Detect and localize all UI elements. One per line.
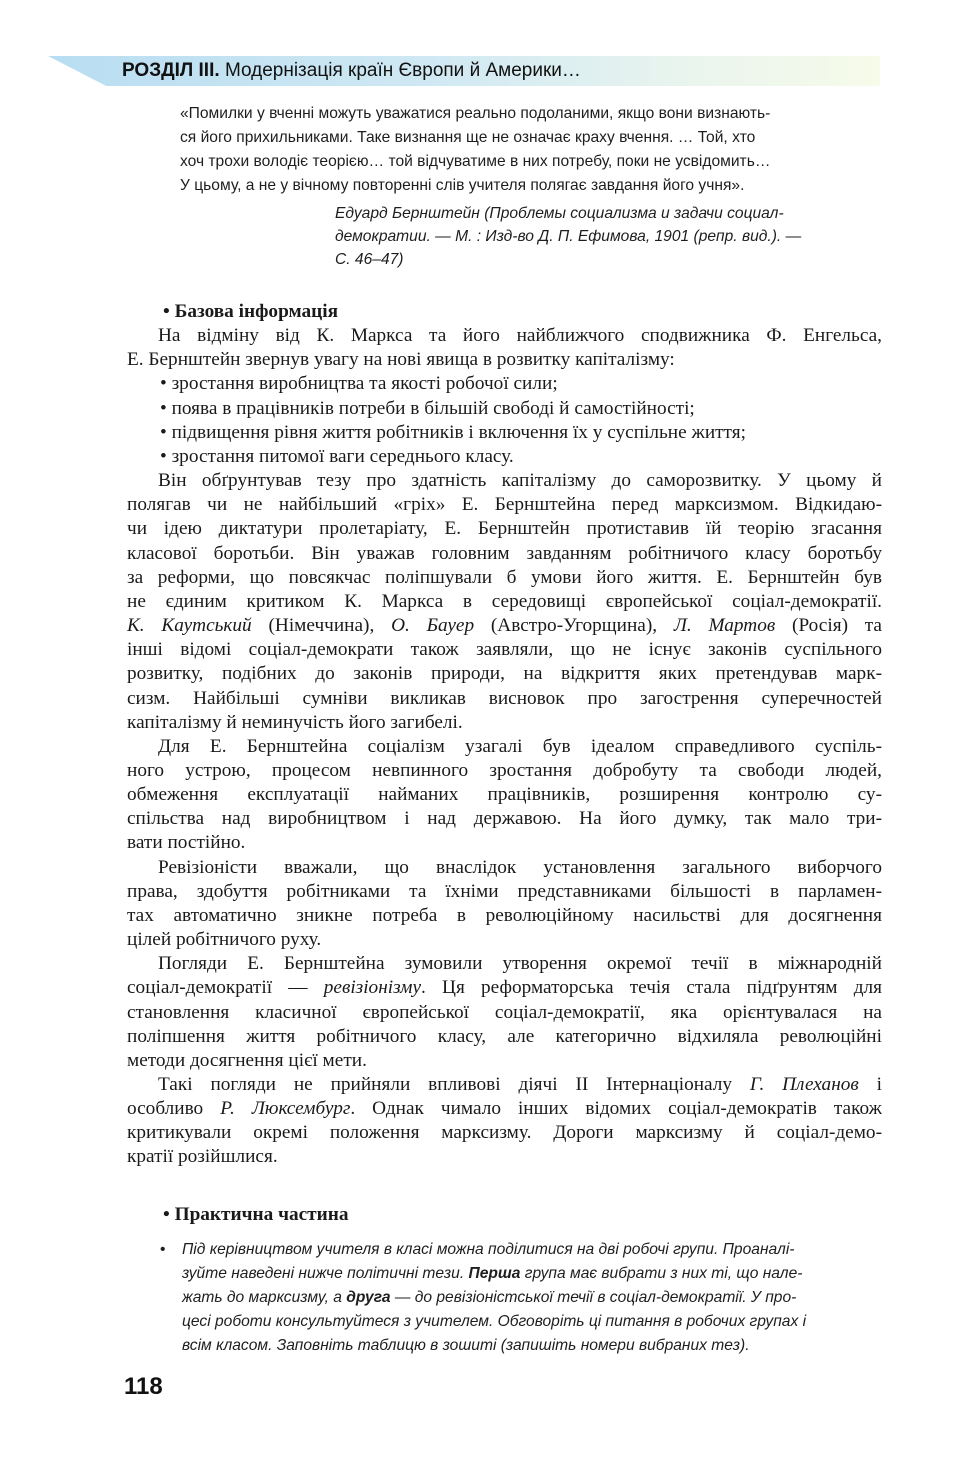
paragraph-line: класової боротьби. Він уважав головним завданням робітничого класу боротьбу xyxy=(127,542,882,564)
paragraph-line: сизм. Найбільші сумніви викликав висновок про загострення суперечностей xyxy=(127,687,882,709)
list-item: • поява в працівників потреби в більшій свободі й самостійності; xyxy=(160,397,695,419)
text-run: — до ревізіоністської течії в соціал-демократії. У про- xyxy=(390,1289,797,1306)
practical-task xyxy=(160,1238,882,1358)
practical-heading: • Практична частина xyxy=(163,1204,349,1225)
text-run: жать до марксизму, а xyxy=(182,1289,347,1306)
section-header xyxy=(122,58,581,84)
epigraph-quote xyxy=(180,102,880,198)
person-name: Р. Люксембург xyxy=(220,1098,351,1120)
term-revisionism: ревізіонізму xyxy=(323,977,422,999)
text-run: (Німеччина), xyxy=(251,615,392,637)
quote-attribution xyxy=(335,202,880,271)
quote-line: «Помилки у вченні можуть уважатися реально подоланими, якщо вони визнають- xyxy=(180,105,771,122)
paragraph-line: кратії розійшлися. xyxy=(127,1146,278,1168)
attribution-line: демократии. — М. : Изд-во Д. П. Ефимова, 1901 (репр. вид.). — xyxy=(335,228,802,245)
text-run: . Однак чимало інших відомих соціал-демократів також xyxy=(350,1098,882,1120)
paragraph-line: інші відомі соціал-демократи також заявляли, що не існує законів суспільного xyxy=(127,639,882,661)
paragraph-line: полягав чи не найбільший «гріх» Е. Бернштейна перед марксизмом. Відкидаю- xyxy=(127,494,882,516)
paragraph-line xyxy=(127,1097,882,1121)
section-label: РОЗДІЛ III. xyxy=(122,60,220,81)
list-item: • зростання виробництва та якості робочої сили; xyxy=(160,373,558,395)
person-name: Л. Мартов xyxy=(673,615,776,637)
attribution-line: С. 46–47) xyxy=(335,251,404,268)
paragraph-line: обмеження експлуатації найманих працівників, розширення контролю су- xyxy=(127,784,882,806)
paragraph-line: Він обґрунтував тезу про здатність капіталізму до саморозвитку. У цьому й xyxy=(158,470,882,492)
list-item: • зростання питомої ваги середнього класу. xyxy=(160,445,514,467)
task-line: цесі роботи консультуйтеся з учителем. Обговоріть ці питання в робочих групах і xyxy=(182,1313,807,1330)
paragraph-line: Для Е. Бернштейна соціалізм узагалі був ідеалом справедливого суспіль- xyxy=(158,735,882,757)
task-line: Під керівництвом учителя в класі можна поділитися на дві робочі групи. Проаналі- xyxy=(182,1241,795,1258)
group-one-label: Перша xyxy=(468,1265,521,1282)
quote-line: ся його прихильниками. Таке визнання ще не означає краху вчення. … Той, хто xyxy=(180,129,756,146)
list-item: • підвищення рівня життя робітників і включення їх у суспільне життя; xyxy=(160,421,746,443)
paragraph-line: спільства над виробництвом і над державою. На його думку, так мало три- xyxy=(127,808,882,830)
bullet-icon: • xyxy=(160,1241,166,1258)
person-name: О. Бауер xyxy=(391,615,475,637)
base-info-section xyxy=(127,300,882,1170)
paragraph-line: цілей робітничого руху. xyxy=(127,929,322,951)
text-run: особливо xyxy=(127,1098,221,1120)
paragraph-line xyxy=(127,1073,882,1097)
paragraph-line: На відміну від К. Маркса та його найближчого сподвижника Ф. Енгельса, xyxy=(158,325,882,347)
paragraph-line: поліпшення життя робітничого класу, але категорично відхиляла революційні xyxy=(127,1025,882,1047)
task-line xyxy=(160,1262,882,1286)
text-run: (Росія) та xyxy=(775,615,882,637)
paragraph-line: становлення класичної європейської соціал-демократії, яка орієнтувалася на xyxy=(127,1001,882,1023)
paragraph-line: чи ідею диктатури пролетаріату, Е. Бернштейн протиставив їй теорію згасання xyxy=(127,518,882,540)
section-title: Модернізація країн Європи й Америки… xyxy=(224,60,581,81)
base-info-heading: • Базова інформація xyxy=(163,301,339,322)
paragraph-line xyxy=(127,976,882,1000)
text-run: (Австро-Угорщина), xyxy=(474,615,674,637)
paragraph-line: права, здобуття робітниками та їхніми представниками більшості в парламен- xyxy=(127,880,882,902)
text-run: Такі погляди не прийняли впливові діячі II Інтернаціоналу xyxy=(158,1074,750,1095)
text-run: соціал-демократії — xyxy=(127,977,324,999)
paragraph-line: Е. Бернштейн звернув увагу на нові явища в розвитку капіталізму: xyxy=(127,349,675,371)
text-run: . Ця реформаторська течія стала підґрунтям для xyxy=(421,977,883,999)
page-number: 118 xyxy=(124,1373,163,1400)
paragraph-line: не єдиним критиком К. Маркса в середовищі європейської соціал-демократії. xyxy=(127,590,882,612)
paragraph-line: розвитку, подібних до законів природи, на відкриття яких претендував марк- xyxy=(127,663,882,685)
task-line: всім класом. Заповніть таблицю в зошиті (запишіть номери вибраних тез). xyxy=(182,1337,750,1354)
text-run: група має вибрати з них ті, що нале- xyxy=(520,1265,803,1282)
paragraph-line xyxy=(127,614,882,638)
paragraph-line: вати постійно. xyxy=(127,832,246,854)
paragraph-line: критикували окремі положення марксизму. Дороги марксизму й соціал-демо- xyxy=(127,1122,882,1144)
task-line xyxy=(160,1286,882,1310)
paragraph-line: ного устрою, процесом невпинного зростання добробуту та свободи людей, xyxy=(127,759,882,781)
paragraph-line: методи досягнення цієї мети. xyxy=(127,1049,367,1071)
person-name: К. Каутський xyxy=(127,615,252,637)
paragraph-line: за реформи, що повсякчас поліпшували б умови його життя. Е. Бернштейн був xyxy=(127,566,882,588)
quote-line: У цьому, а не у вічному повторенні слів учителя полягає завдання його учня». xyxy=(180,177,745,194)
group-two-label: друга xyxy=(346,1289,391,1306)
paragraph-line: тах автоматично зникне потреба в революційному насильстві для досягнення xyxy=(127,904,882,926)
paragraph-line: Ревізіоністи вважали, що внаслідок установлення загального виборчого xyxy=(158,856,882,878)
quote-line: хоч трохи володіє теорією… той відчуватиме в них потребу, поки не усвідомить… xyxy=(180,153,771,170)
paragraph-line: Погляди Е. Бернштейна зумовили утворення окремої течії в міжнародній xyxy=(158,953,882,975)
text-run: зуйте наведені нижче політичні тези. xyxy=(182,1265,469,1282)
paragraph-line: капіталізму й неминучість його загибелі. xyxy=(127,711,463,733)
text-run: і xyxy=(858,1074,883,1095)
attribution-line: Едуард Бернштейн (Проблемы социализма и задачи социал- xyxy=(335,205,784,222)
person-name: Г. Плеханов xyxy=(749,1074,859,1095)
